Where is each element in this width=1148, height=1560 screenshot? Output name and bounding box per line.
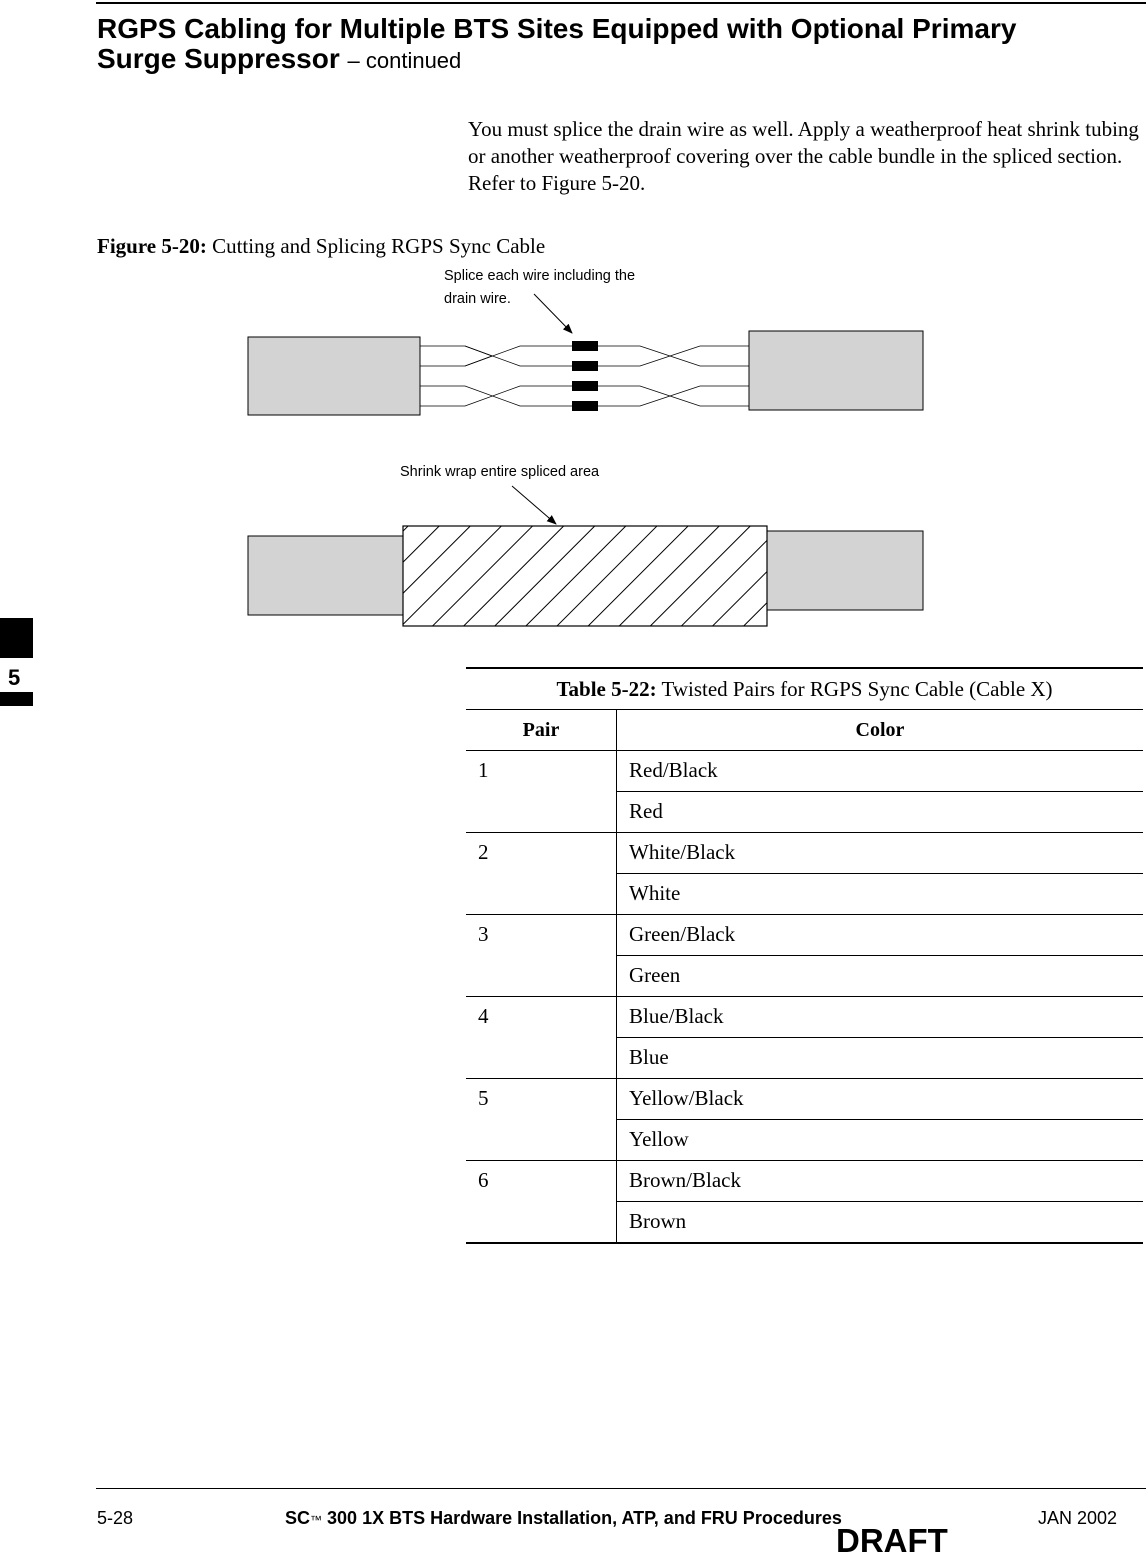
col-header-color: Color bbox=[617, 710, 1144, 751]
callout-shrink-arrow bbox=[512, 486, 556, 524]
table-title: Twisted Pairs for RGPS Sync Cable (Cable X) bbox=[661, 676, 1053, 701]
chapter-tab-top bbox=[0, 618, 33, 658]
callout-shrink: Shrink wrap entire spliced area bbox=[400, 464, 600, 480]
doc-title-text: 300 1X BTS Hardware Installation, ATP, and FRU Procedures bbox=[327, 1508, 842, 1528]
col-header-pair: Pair bbox=[466, 710, 617, 751]
cable-end-right bbox=[749, 331, 923, 410]
table-row bbox=[466, 915, 1143, 956]
shrink-cable-left bbox=[248, 536, 408, 615]
color-cell: Yellow bbox=[617, 1120, 1144, 1161]
pair-number: 2 bbox=[466, 833, 617, 915]
twisted-wires bbox=[420, 346, 749, 406]
pair-number: 6 bbox=[466, 1161, 617, 1243]
shrink-cable-right bbox=[765, 531, 923, 610]
table-label: Table 5-22: bbox=[556, 676, 657, 701]
pair-number: 5 bbox=[466, 1079, 617, 1161]
table-row bbox=[466, 1079, 1143, 1120]
table-row bbox=[466, 751, 1143, 792]
color-cell: White bbox=[617, 874, 1144, 915]
splice-connectors bbox=[572, 341, 598, 411]
splice-diagram bbox=[0, 0, 1148, 660]
table-row bbox=[466, 833, 1143, 874]
color-cell: Red bbox=[617, 792, 1144, 833]
draft-watermark: DRAFT bbox=[836, 1522, 948, 1559]
color-cell: Green/Black bbox=[617, 915, 1144, 956]
doc-prefix: SC bbox=[285, 1508, 311, 1528]
table-caption bbox=[466, 668, 1143, 710]
body-paragraph: You must splice the drain wire as well. Apply a weatherproof heat shrink tubing or another weatherproof covering over the cable bundle in the spliced section. Refer to Figure 5-20. bbox=[468, 117, 1139, 195]
figure-title: Cutting and Splicing RGPS Sync Cable bbox=[212, 234, 546, 258]
pair-number: 1 bbox=[466, 751, 617, 833]
heading-continued: – continued bbox=[347, 48, 462, 73]
callout-splice-line1: Splice each wire including the bbox=[444, 268, 636, 284]
footer-rule bbox=[96, 1488, 1146, 1489]
color-cell: Yellow/Black bbox=[617, 1079, 1144, 1120]
page-number: 5-28 bbox=[97, 1508, 134, 1528]
figure-label: Figure 5-20: bbox=[97, 234, 207, 258]
color-cell: Brown/Black bbox=[617, 1161, 1144, 1202]
color-cell: Brown bbox=[617, 1202, 1144, 1243]
twisted-pairs-table bbox=[466, 667, 1143, 1244]
color-cell: Red/Black bbox=[617, 751, 1144, 792]
chapter-tab-bottom bbox=[0, 692, 33, 706]
table-row bbox=[466, 1161, 1143, 1202]
table-row bbox=[466, 997, 1143, 1038]
color-cell: Green bbox=[617, 956, 1144, 997]
color-cell: White/Black bbox=[617, 833, 1144, 874]
color-cell: Blue/Black bbox=[617, 997, 1144, 1038]
pair-number: 3 bbox=[466, 915, 617, 997]
color-cell: Blue bbox=[617, 1038, 1144, 1079]
cable-end-left bbox=[248, 337, 420, 415]
callout-splice-arrow bbox=[534, 294, 572, 333]
callout-splice-line2: drain wire. bbox=[444, 291, 511, 307]
document-title bbox=[285, 1508, 842, 1529]
shrink-wrap-area bbox=[403, 526, 767, 626]
document-date: JAN 2002 bbox=[1038, 1508, 1118, 1528]
chapter-tab-number: 5 bbox=[8, 665, 21, 690]
doc-trademark: ™ bbox=[310, 1513, 323, 1527]
heading-line2: Surge Suppressor bbox=[97, 43, 340, 74]
heading-line1: RGPS Cabling for Multiple BTS Sites Equipped with Optional Primary bbox=[97, 13, 1017, 44]
pair-number: 4 bbox=[466, 997, 617, 1079]
